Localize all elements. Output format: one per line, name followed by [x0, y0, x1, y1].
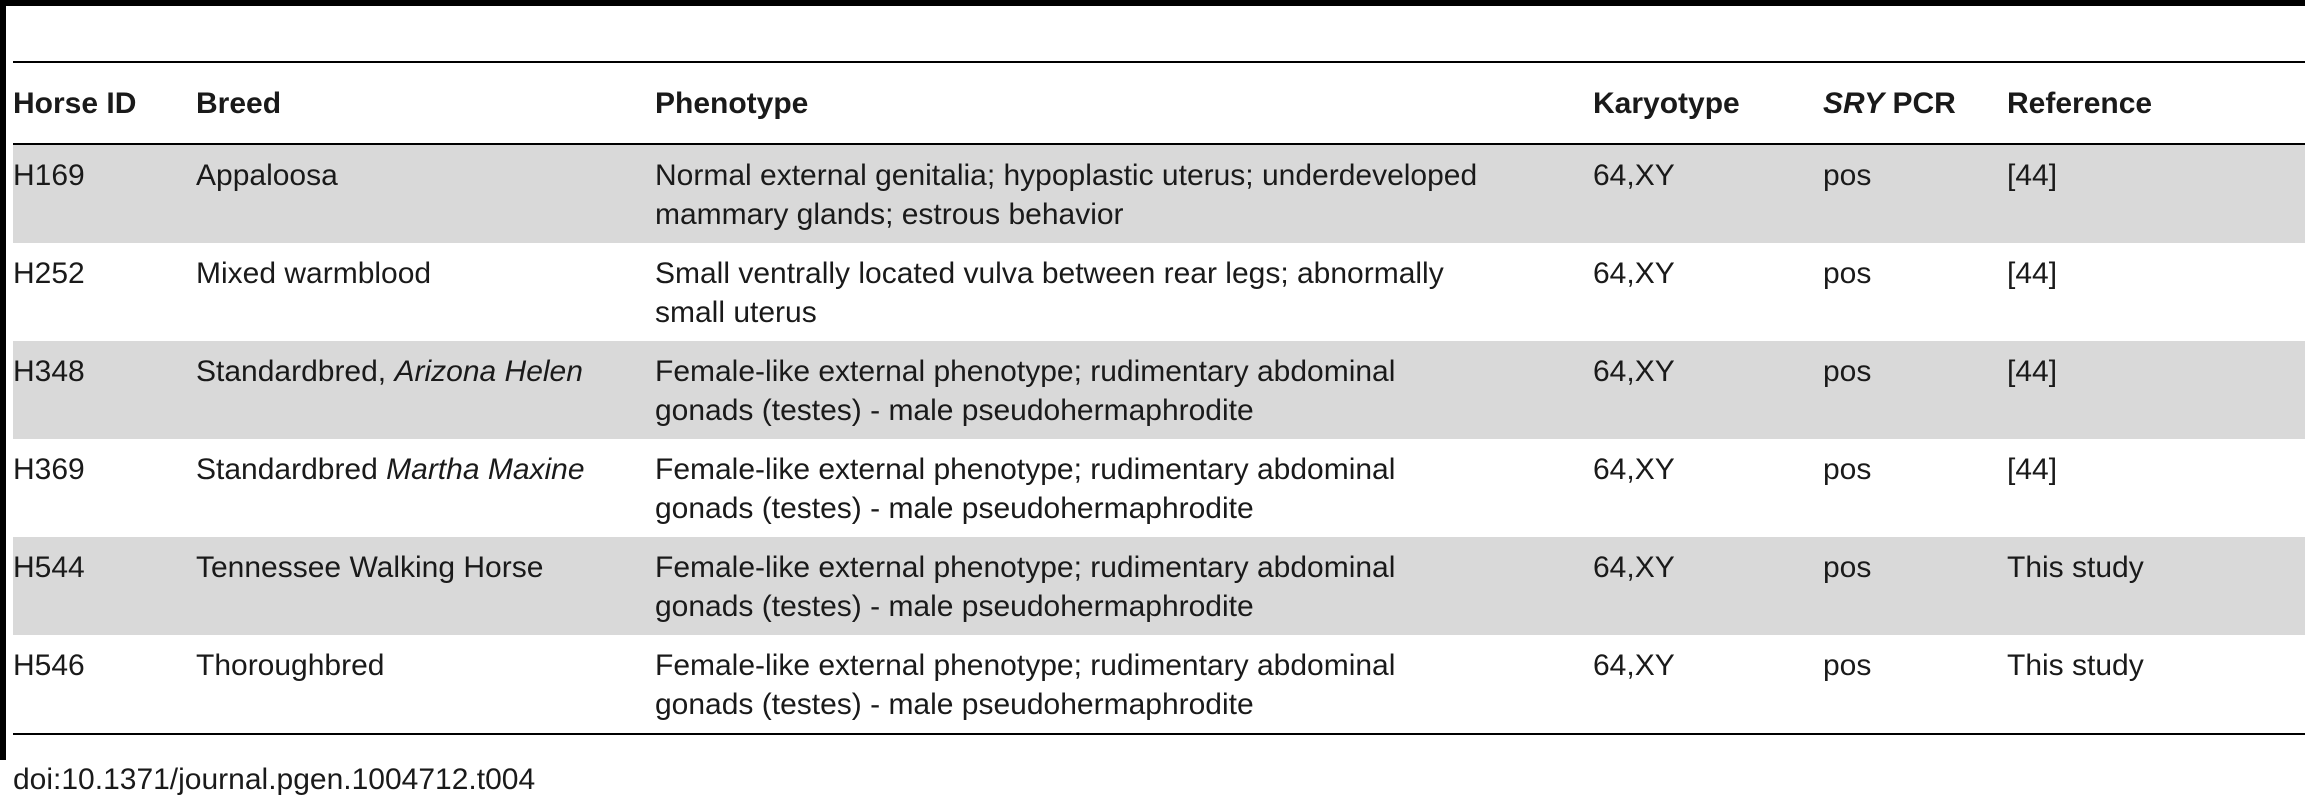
horse-name: Martha Maxine	[386, 453, 585, 486]
cell-horse-id-text: H348	[13, 355, 85, 388]
phenotype-line-1: Small ventrally located vulva between rear legs; abnormally	[655, 257, 1444, 290]
cell-sry-pcr	[1823, 635, 2007, 734]
cell-reference-text: [44]	[2007, 453, 2058, 486]
breed-name: Tennessee Walking Horse	[196, 551, 544, 584]
cell-sry-pcr-text: pos	[1823, 257, 1872, 290]
cell-horse-id-text: H369	[13, 453, 85, 486]
cell-horse-id-text: H252	[13, 257, 85, 290]
cell-sry-pcr-text: pos	[1823, 649, 1872, 682]
header-pcr: PCR	[1884, 86, 1956, 120]
cell-reference	[2007, 635, 2305, 734]
phenotype-line-2: small uterus	[655, 296, 817, 329]
breed-name: Appaloosa	[196, 159, 338, 192]
cell-phenotype	[655, 635, 1593, 734]
breed-name: Standardbred,	[196, 355, 395, 388]
cell-karyotype-text: 64,XY	[1593, 551, 1675, 584]
header-horse-id: Horse ID	[13, 86, 137, 120]
cell-reference	[2007, 537, 2305, 635]
cell-karyotype-text: 64,XY	[1593, 355, 1675, 388]
cell-phenotype	[655, 243, 1593, 341]
cell-breed	[196, 341, 655, 439]
header-karyotype: Karyotype	[1593, 86, 1740, 120]
cell-breed	[196, 144, 655, 243]
cell-sry-pcr	[1823, 341, 2007, 439]
cell-horse-id-text: H546	[13, 649, 85, 682]
phenotype-line-2: gonads (testes) - male pseudohermaphrodite	[655, 394, 1254, 427]
breed-name: Mixed warmblood	[196, 257, 432, 290]
header-breed: Breed	[196, 86, 282, 120]
cell-phenotype	[655, 144, 1593, 243]
cell-sry-pcr	[1823, 243, 2007, 341]
cell-phenotype	[655, 439, 1593, 537]
cell-reference	[2007, 439, 2305, 537]
left-frame-rule	[0, 0, 6, 760]
cell-karyotype	[1593, 243, 1823, 341]
phenotype-line-2: gonads (testes) - male pseudohermaphrodite	[655, 688, 1254, 721]
cell-reference	[2007, 341, 2305, 439]
horse-name: Arizona Helen	[394, 355, 583, 388]
table-row	[13, 341, 2305, 439]
cell-breed	[196, 243, 655, 341]
cell-horse-id	[13, 341, 196, 439]
cell-sry-pcr	[1823, 537, 2007, 635]
cell-horse-id	[13, 635, 196, 734]
cell-sry-pcr-text: pos	[1823, 159, 1872, 192]
table-body	[13, 144, 2305, 734]
phenotype-line-1: Female-like external phenotype; rudimentary abdominal	[655, 551, 1396, 584]
phenotype-line-2: gonads (testes) - male pseudohermaphrodite	[655, 492, 1254, 525]
cell-sry-pcr	[1823, 144, 2007, 243]
cell-karyotype	[1593, 635, 1823, 734]
cell-sry-pcr-text: pos	[1823, 355, 1872, 388]
cell-phenotype	[655, 537, 1593, 635]
doi-footer: doi:10.1371/journal.pgen.1004712.t004	[13, 763, 536, 796]
table-row	[13, 243, 2305, 341]
table-header-row	[13, 62, 2305, 144]
table-row	[13, 144, 2305, 243]
cell-horse-id	[13, 144, 196, 243]
cell-horse-id-text: H169	[13, 159, 85, 192]
cell-karyotype	[1593, 537, 1823, 635]
cell-horse-id	[13, 537, 196, 635]
header-reference: Reference	[2007, 86, 2153, 120]
cell-karyotype	[1593, 144, 1823, 243]
horse-karyotype-table	[13, 61, 2305, 735]
cell-reference-text: [44]	[2007, 257, 2058, 290]
cell-reference-text: [44]	[2007, 159, 2058, 192]
cell-sry-pcr	[1823, 439, 2007, 537]
cell-reference-text: [44]	[2007, 355, 2058, 388]
table-container	[13, 61, 2305, 735]
cell-karyotype	[1593, 341, 1823, 439]
cell-breed	[196, 439, 655, 537]
cell-karyotype	[1593, 439, 1823, 537]
cell-horse-id-text: H544	[13, 551, 85, 584]
cell-reference-text: This study	[2007, 649, 2144, 682]
cell-breed	[196, 635, 655, 734]
phenotype-line-1: Female-like external phenotype; rudimentary abdominal	[655, 355, 1396, 388]
cell-reference-text: This study	[2007, 551, 2144, 584]
cell-sry-pcr-text: pos	[1823, 551, 1872, 584]
phenotype-line-1: Normal external genitalia; hypoplastic uterus; underdeveloped	[655, 159, 1478, 192]
phenotype-line-2: mammary glands; estrous behavior	[655, 198, 1124, 231]
cell-horse-id	[13, 439, 196, 537]
header-sry-pcr	[1823, 62, 2007, 144]
table-row	[13, 635, 2305, 734]
table-row	[13, 439, 2305, 537]
cell-karyotype-text: 64,XY	[1593, 257, 1675, 290]
cell-karyotype-text: 64,XY	[1593, 453, 1675, 486]
breed-name: Thoroughbred	[196, 649, 385, 682]
cell-sry-pcr-text: pos	[1823, 453, 1872, 486]
cell-breed	[196, 537, 655, 635]
cell-horse-id	[13, 243, 196, 341]
cell-karyotype-text: 64,XY	[1593, 649, 1675, 682]
breed-name: Standardbred	[196, 453, 387, 486]
phenotype-line-1: Female-like external phenotype; rudimentary abdominal	[655, 453, 1396, 486]
phenotype-line-2: gonads (testes) - male pseudohermaphrodite	[655, 590, 1254, 623]
header-sry-gene: SRY	[1823, 86, 1885, 120]
header-phenotype: Phenotype	[655, 86, 809, 120]
cell-phenotype	[655, 341, 1593, 439]
table-row	[13, 537, 2305, 635]
cell-reference	[2007, 144, 2305, 243]
phenotype-line-1: Female-like external phenotype; rudimentary abdominal	[655, 649, 1396, 682]
top-frame-rule	[0, 0, 2305, 6]
cell-karyotype-text: 64,XY	[1593, 159, 1675, 192]
cell-reference	[2007, 243, 2305, 341]
